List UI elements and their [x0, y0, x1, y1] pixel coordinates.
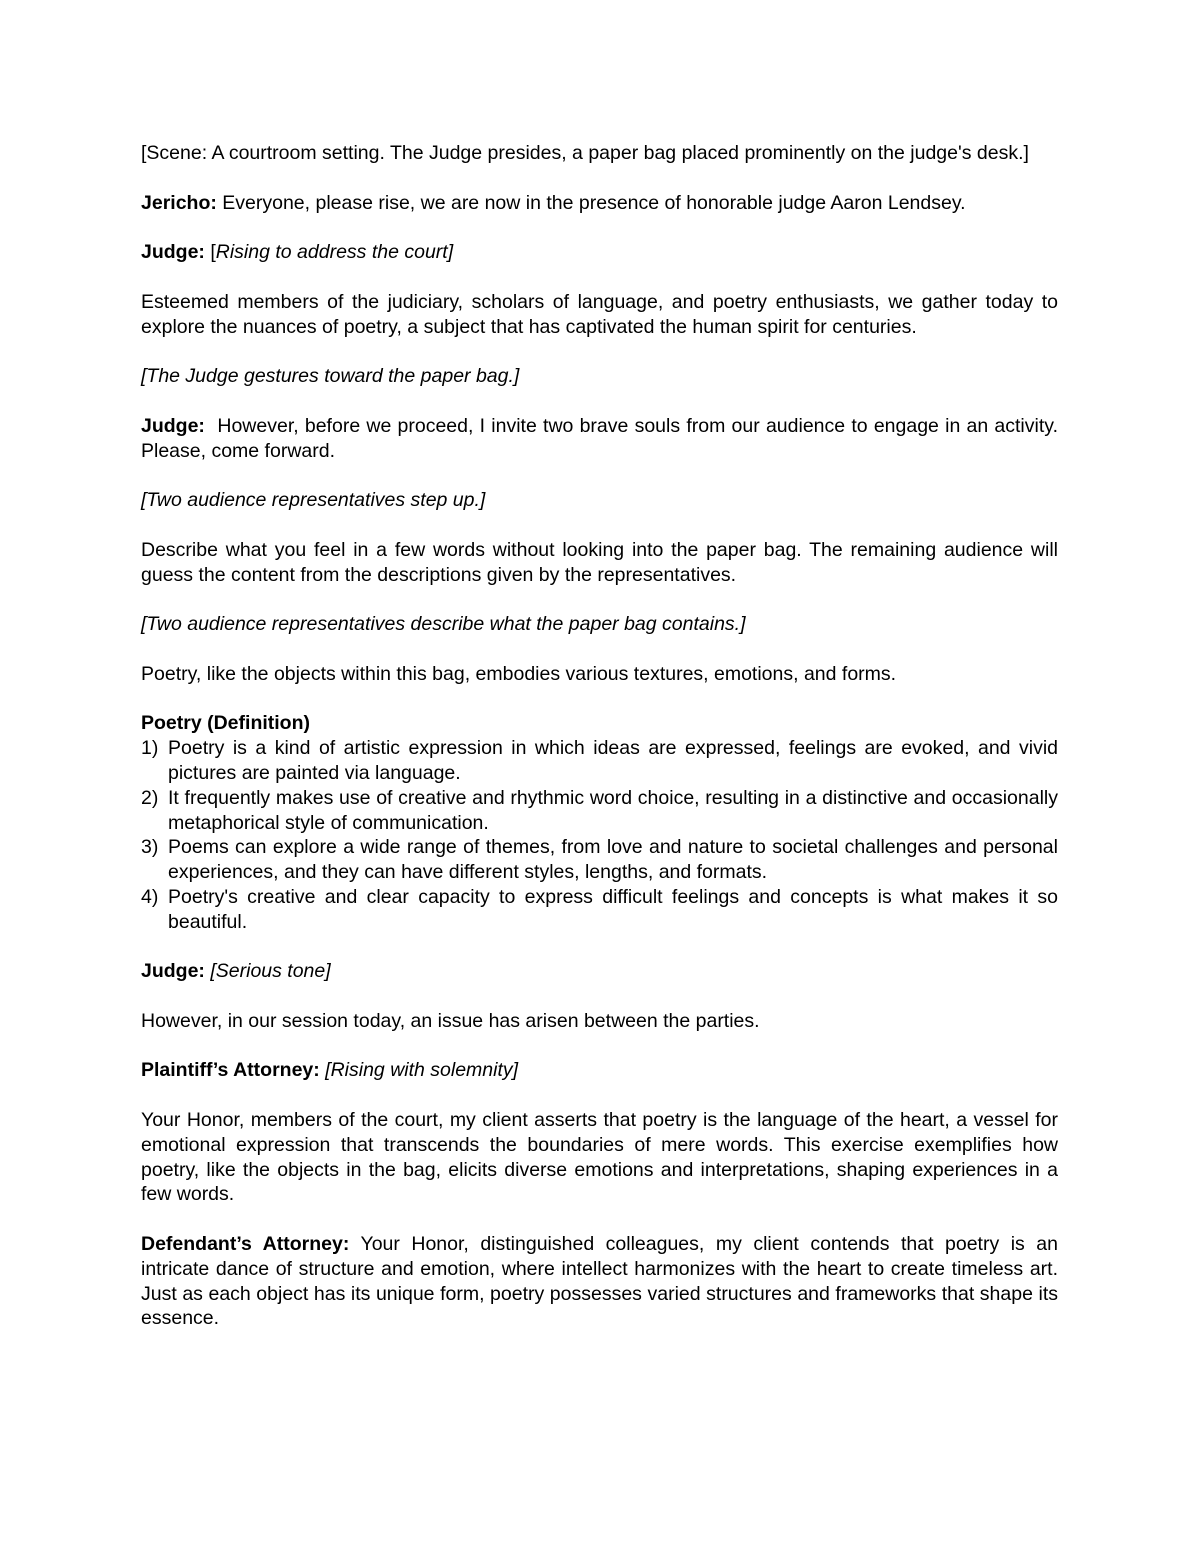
- definition-heading: Poetry (Definition): [141, 712, 310, 735]
- judge-invite-text: However, before we proceed, I invite two brave souls from our audience to engage in an activity. Please, come forward.: [141, 414, 1064, 462]
- stage-direction-serious: [Serious tone]: [210, 960, 331, 983]
- speaker-plaintiff-attorney: Plaintiff’s Attorney:: [141, 1059, 320, 1082]
- defendant-line: [141, 1232, 1058, 1331]
- plaintiff-rise-line: [141, 1058, 1058, 1083]
- definition-item: [141, 885, 1058, 935]
- issue-text: However, in our session today, an issue has arisen between the parties.: [141, 1009, 760, 1032]
- bracket-open: [: [204, 241, 216, 264]
- definition-number: 2): [141, 786, 159, 809]
- document-page: [141, 141, 1064, 1356]
- jericho-line: [141, 191, 1058, 216]
- defendant-text: Your Honor, distinguished colleagues, my client contends that poetry is an intricate dance of structure and emotion, where intellect harmonizes with the heart to create timeless art. Just as each object has its unique form, poetry possesses varied structures and frameworks that shape its essence.: [141, 1233, 1058, 1330]
- definition-item: [141, 786, 1058, 836]
- judge-intro-text: Esteemed members of the judiciary, scholars of language, and poetry enthusiasts, we gather today to explore the nuances of poetry, a subject that has captivated the human spirit for centuries.: [141, 290, 1058, 338]
- speaker-judge: Judge:: [141, 414, 205, 437]
- definition-number: 1): [141, 737, 159, 760]
- speaker-judge: Judge:: [141, 960, 205, 983]
- judge-invite-line: [141, 414, 1064, 464]
- jericho-text: Everyone, please rise, we are now in the presence of honorable judge Aaron Lendsey.: [216, 191, 966, 214]
- speaker-defendant-attorney: Defendant’s Attorney:: [141, 1233, 350, 1256]
- judge-serious-line: [141, 959, 1058, 984]
- stage-direction-solemnity: [Rising with solemnity]: [325, 1059, 519, 1082]
- speaker-jericho: Jericho:: [141, 191, 217, 214]
- definition-number: 3): [141, 836, 159, 859]
- definition-item: [141, 736, 1058, 786]
- stage-direction-gesture: [The Judge gestures toward the paper bag.]: [141, 365, 520, 388]
- poetry-bag-text: Poetry, like the objects within this bag, embodies various textures, emotions, and forms.: [141, 662, 897, 685]
- definition-text: It frequently makes use of creative and rhythmic word choice, resulting in a distinctive and occasionally metaphorical style of communication.: [168, 786, 1058, 834]
- speaker-judge: Judge:: [141, 241, 205, 264]
- judge-rise-line: [141, 240, 1058, 265]
- definition-item: [141, 835, 1058, 885]
- definition-list: [141, 736, 1058, 934]
- definition-text: Poetry's creative and clear capacity to express difficult feelings and concepts is what makes it so beautiful.: [168, 885, 1058, 933]
- definition-number: 4): [141, 885, 159, 908]
- stage-direction-rising: Rising to address the court]: [215, 241, 454, 264]
- stage-direction-step-up: [Two audience representatives step up.]: [141, 489, 486, 512]
- describe-instruction: Describe what you feel in a few words without looking into the paper bag. The remaining audience will guess the content from the descriptions given by the representatives.: [141, 538, 1058, 586]
- stage-direction-describe: [Two audience representatives describe what the paper bag contains.]: [141, 613, 746, 636]
- scene-intro: [Scene: A courtroom setting. The Judge presides, a paper bag placed prominently on the judge's desk.]: [141, 142, 1029, 164]
- plaintiff-text: Your Honor, members of the court, my client asserts that poetry is the language of the heart, a vessel for emotional expression that transcends the boundaries of mere words. This exercise exemplifies how poetry, like the objects in the bag, elicits diverse emotions and interpretations, shaping experiences in a few words.: [141, 1109, 1058, 1206]
- definition-text: Poetry is a kind of artistic expression in which ideas are expressed, feelings are evoked, and vivid pictures are painted via language.: [168, 737, 1058, 784]
- definition-text: Poems can explore a wide range of themes, from love and nature to societal challenges and personal experiences, and they can have different styles, lengths, and formats.: [168, 836, 1058, 884]
